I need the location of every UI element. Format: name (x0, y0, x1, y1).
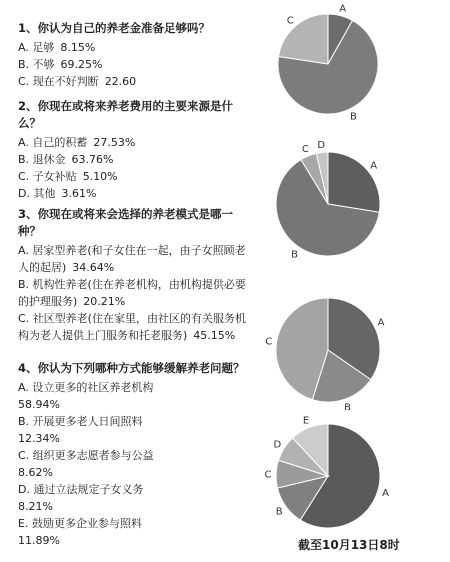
pie-label-b: B (344, 402, 351, 410)
timestamp-note: 截至10月13日8时 (298, 538, 400, 552)
pie-label-c: C (264, 469, 272, 481)
option-d: D. 其他 3.61% (18, 187, 97, 200)
option-d: D. 通过立法规定子女义务 8.21% (18, 483, 144, 513)
pie-label-a: A (370, 160, 378, 172)
question-3 (18, 206, 250, 344)
option-c: C. 组织更多志愿者参与公益 8.62% (18, 449, 154, 479)
pie-label-e: E (302, 415, 310, 427)
question-4 (18, 360, 250, 549)
pie-label-d: D (317, 139, 326, 151)
option-c: C. 社区型养老(住在家里，由社区的有关服务机构为老人提供上门服务和托老服务) 45.15% (18, 312, 246, 342)
option-c: C. 子女补贴 5.10% (18, 170, 118, 183)
pie-label-b: B (275, 506, 283, 518)
option-a: A. 足够 8.15% (18, 41, 96, 54)
pie-label-b: B (291, 249, 299, 261)
pie-chart-q1 (258, 2, 398, 122)
pie-label-c: C (286, 15, 294, 27)
pie-label-b: B (349, 111, 357, 122)
pie-label-d: D (273, 439, 282, 451)
option-c: C. 现在不好判断 22.60 (18, 75, 137, 88)
question-2 (18, 98, 250, 202)
question-title: 1、你认为自己的养老金准备足够吗？ (18, 21, 210, 35)
pie-label-a: A (339, 3, 347, 15)
pie-chart-q3 (258, 290, 398, 410)
pie-chart-q4 (258, 412, 398, 532)
option-a: A. 设立更多的社区养老机构 58.94% (18, 381, 154, 411)
question-title: 2、你现在或将来养老费用的主要来源是什么？ (18, 99, 233, 130)
pie-chart-q2 (258, 134, 398, 264)
option-b: B. 不够 69.25% (18, 58, 103, 71)
question-1 (18, 20, 250, 90)
pie-label-c: C (301, 143, 309, 155)
option-b: B. 开展更多老人日间照料 12.34% (18, 415, 143, 445)
question-title: 4、你认为下列哪种方式能够缓解养老问题？ (18, 361, 245, 375)
option-a: A. 居家型养老(和子女住在一起，由子女照顾老人的起居) 34.64% (18, 244, 246, 274)
pie-label-c: C (265, 336, 273, 348)
option-e: E. 鼓励更多企业参与照料 11.89% (18, 517, 142, 547)
pie-label-a: A (382, 488, 390, 500)
option-a: A. 自己的积蓄 27.53% (18, 136, 136, 149)
pie-label-a: A (377, 317, 385, 329)
question-title: 3、你现在或将来会选择的养老模式是哪一种？ (18, 207, 233, 238)
option-b: B. 机构性养老(住在养老机构，由机构提供必要的护理服务) 20.21% (18, 278, 246, 308)
option-b: B. 退休金 63.76% (18, 153, 114, 166)
